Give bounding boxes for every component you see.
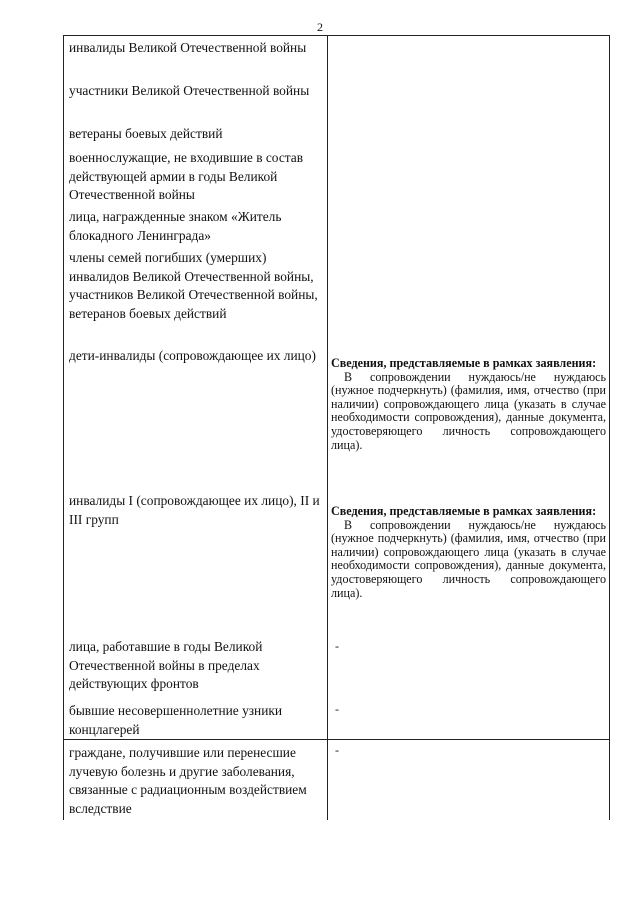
empty-dash: - bbox=[335, 743, 339, 757]
category-item: участники Великой Отечественной войны bbox=[69, 83, 310, 98]
category-item: члены семей погибших (умерших) инвалидов Великой Отечественной войны, участников Великой Отечественной войны, ветеранов боевых действий bbox=[69, 250, 318, 321]
table-border-top bbox=[63, 35, 610, 36]
page-number: 2 bbox=[317, 20, 323, 34]
category-item: инвалиды Великой Отечественной войны bbox=[69, 40, 307, 55]
application-info-block bbox=[331, 505, 606, 600]
empty-dash: - bbox=[335, 639, 339, 653]
category-item: лица, работавшие в годы Великой Отечественной войны в пределах действующих фронтов bbox=[69, 639, 263, 691]
category-item: инвалиды I (сопровождающее их лицо), II и III групп bbox=[69, 493, 320, 527]
category-item: дети-инвалиды (сопровождающее их лицо) bbox=[69, 348, 316, 363]
table-border-right bbox=[609, 35, 610, 820]
table-column-divider bbox=[327, 35, 328, 820]
category-item: бывшие несовершеннолетние узники концлагерей bbox=[69, 703, 283, 737]
empty-dash: - bbox=[335, 702, 339, 716]
table-row-divider bbox=[63, 739, 610, 740]
application-info-text: В сопровождении нуждаюсь/не нуждаюсь (нужное подчеркнуть) (фамилия, имя, отчество (при наличии) сопровождающего лица (указать в случае необходимости сопровождения), данные документа, удостоверяющего личность сопровождающего лица). bbox=[331, 517, 606, 600]
category-item: ветераны боевых действий bbox=[69, 126, 223, 141]
application-info-heading: Сведения, представляемые в рамках заявления: bbox=[331, 356, 597, 370]
category-item: военнослужащие, не входившие в состав действующей армии в годы Великой Отечественной войны bbox=[69, 150, 304, 202]
application-info-text: В сопровождении нуждаюсь/не нуждаюсь (нужное подчеркнуть) (фамилия, имя, отчество (при наличии) сопровождающего лица (указать в случае необходимости сопровождения), данные документа, удостоверяющего личность сопровождающего лица). bbox=[331, 369, 606, 452]
application-info-block bbox=[331, 357, 606, 452]
category-item: граждане, получившие или перенесшие лучевую болезнь и другие заболевания, связанные с радиационным воздействием вследствие bbox=[69, 745, 307, 816]
benefits-table bbox=[63, 35, 610, 820]
category-item: лица, награжденные знаком «Житель блокадного Ленинграда» bbox=[69, 209, 282, 243]
table-border-left bbox=[63, 35, 64, 820]
application-info-heading: Сведения, представляемые в рамках заявления: bbox=[331, 504, 597, 518]
